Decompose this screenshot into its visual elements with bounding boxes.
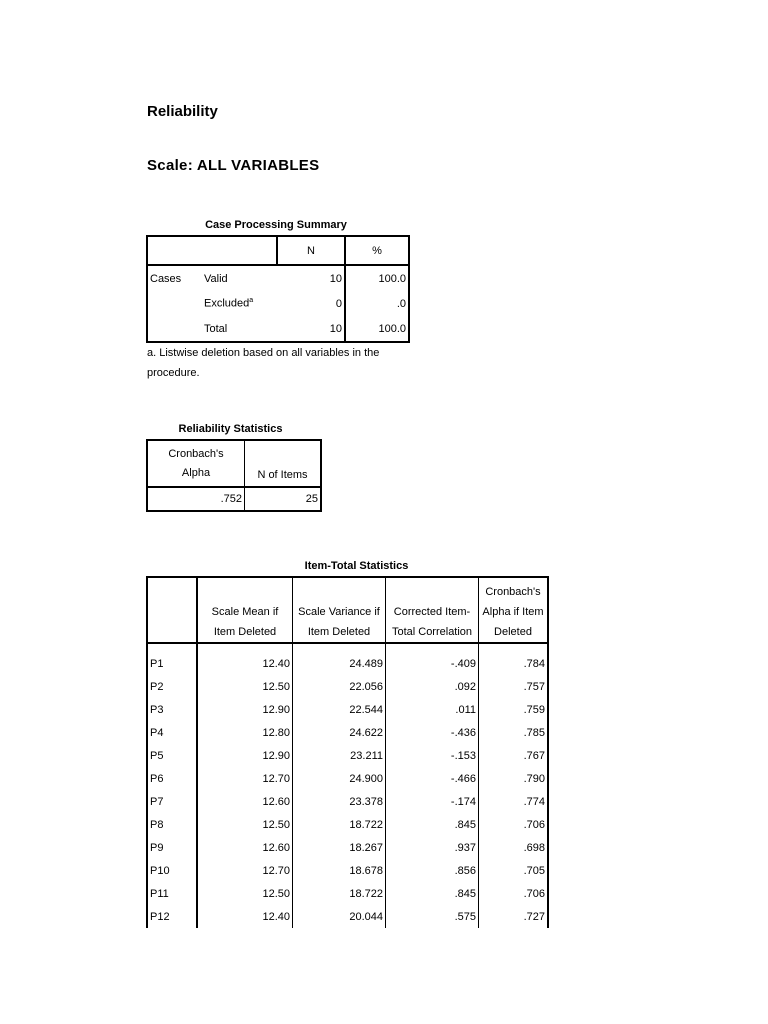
table-row [147, 698, 548, 721]
cell-scale-mean: 12.70 [197, 859, 293, 882]
cell-scale-mean: 12.50 [197, 813, 293, 836]
cell-scale-mean: 12.50 [197, 675, 293, 698]
row-label: Total [204, 322, 228, 335]
cell-percent: 100.0 [345, 265, 409, 291]
cell-scale-variance: 24.622 [293, 721, 386, 744]
cell-item: P5 [147, 744, 197, 767]
header-n-of-items: N of Items [245, 440, 322, 487]
cell-n: 10 [277, 316, 345, 342]
footnote-line: procedure. [147, 367, 200, 379]
cell-item: P3 [147, 698, 197, 721]
row-label-text: Excluded [204, 297, 250, 310]
cell-scale-variance: 22.544 [293, 698, 386, 721]
table-row [147, 675, 548, 698]
header-line: Scale Mean if [211, 606, 279, 618]
cell-n: 10 [277, 265, 345, 291]
scale-title: Scale: ALL VARIABLES [147, 157, 320, 174]
item-total-statistics-table [146, 576, 549, 928]
cell-item: P6 [147, 767, 197, 790]
cell-alpha-if-deleted: .759 [523, 703, 545, 716]
cell-corrected-correlation: .845 [386, 813, 479, 836]
cell-alpha-if-deleted: .784 [523, 657, 545, 670]
table-row [147, 487, 321, 511]
cell-alpha-if-deleted: .767 [523, 749, 545, 762]
cell-scale-mean: 12.90 [197, 744, 293, 767]
cell-item: P4 [147, 721, 197, 744]
cell-item: P8 [147, 813, 197, 836]
cell-alpha-if-deleted: .790 [523, 772, 545, 785]
row-group: Cases [150, 272, 182, 285]
row-group [147, 316, 202, 342]
cell-scale-variance: 18.722 [293, 813, 386, 836]
cell-scale-variance: 23.211 [293, 744, 386, 767]
cell-alpha-if-deleted: .706 [523, 818, 545, 831]
cell-corrected-correlation: -.153 [386, 744, 479, 767]
header-line: Alpha [181, 466, 211, 479]
footnote [147, 343, 379, 383]
table-header-row [147, 577, 548, 643]
header-empty [147, 577, 197, 643]
cell-corrected-correlation: -.174 [386, 790, 479, 813]
table-header-row [147, 236, 409, 265]
cell-scale-mean: 12.60 [197, 836, 293, 859]
row-group [147, 291, 202, 316]
cell-scale-variance: 18.678 [293, 859, 386, 882]
header-alpha-if-deleted [479, 577, 549, 643]
header-cronbach-alpha [147, 440, 245, 487]
cell-scale-mean: 12.90 [197, 698, 293, 721]
header-line: Cronbach's [485, 586, 541, 598]
header-line: Item Deleted [213, 626, 277, 638]
header-line: Item Deleted [307, 626, 371, 638]
cell-scale-mean: 12.80 [197, 721, 293, 744]
case-processing-title: Case Processing Summary [205, 219, 347, 231]
header-scale-variance [293, 577, 386, 643]
table-row [147, 767, 548, 790]
cell-corrected-correlation: .011 [386, 698, 479, 721]
cell-item: P2 [147, 675, 197, 698]
cell-scale-mean: 12.50 [197, 882, 293, 905]
table-row [147, 905, 548, 928]
table-header-row [147, 440, 321, 487]
cell-item: P12 [147, 905, 197, 928]
cell-corrected-correlation: .845 [386, 882, 479, 905]
header-line: Deleted [494, 626, 532, 638]
header-line: Cronbach's [168, 447, 224, 460]
table-row [147, 291, 409, 316]
table-row [147, 744, 548, 767]
cell-alpha-if-deleted: .757 [523, 680, 545, 693]
cell-alpha-if-deleted: .705 [523, 864, 545, 877]
cell-alpha-if-deleted: .785 [523, 726, 545, 739]
header-line: Alpha if Item [482, 606, 544, 618]
cell-alpha: .752 [147, 487, 245, 511]
cell-scale-variance: 20.044 [293, 905, 386, 928]
footnote-marker: a [249, 297, 254, 305]
cell-scale-variance: 22.056 [293, 675, 386, 698]
table-row [147, 882, 548, 905]
cell-scale-variance: 24.900 [293, 767, 386, 790]
cell-item: P10 [147, 859, 197, 882]
case-processing-table [146, 235, 410, 343]
cell-percent: 100.0 [345, 316, 409, 342]
cell-item: P7 [147, 790, 197, 813]
cell-scale-mean: 12.70 [197, 767, 293, 790]
cell-n: 0 [277, 291, 345, 316]
table-row [147, 790, 548, 813]
cell-corrected-correlation: -.409 [386, 643, 479, 675]
cell-item: P11 [147, 882, 197, 905]
cell-alpha-if-deleted: .698 [523, 841, 545, 854]
cell-corrected-correlation: .092 [386, 675, 479, 698]
table-row [147, 643, 548, 675]
row-label [202, 291, 277, 316]
header-scale-mean [197, 577, 293, 643]
table-row [147, 813, 548, 836]
table-row [147, 265, 409, 291]
cell-percent: .0 [345, 291, 409, 316]
header-line: Corrected Item- [393, 606, 471, 618]
table-row [147, 316, 409, 342]
cell-item: P9 [147, 836, 197, 859]
cell-alpha-if-deleted: .706 [523, 887, 545, 900]
footnote-line: a. Listwise deletion based on all variables in the [147, 347, 380, 359]
cell-corrected-correlation: .856 [386, 859, 479, 882]
header-percent: % [345, 236, 409, 265]
cell-scale-variance: 18.267 [293, 836, 386, 859]
reliability-statistics-title: Reliability Statistics [178, 423, 283, 435]
cell-n-items: 25 [305, 493, 318, 505]
reliability-statistics-table [146, 439, 322, 512]
cell-item: P1 [147, 643, 197, 675]
header-empty [147, 236, 202, 265]
table-row [147, 859, 548, 882]
cell-alpha-if-deleted: .727 [523, 910, 545, 923]
header-n: N [277, 236, 345, 265]
cell-scale-mean: 12.60 [197, 790, 293, 813]
header-line: Scale Variance if [298, 606, 380, 618]
header-corrected-correlation [386, 577, 479, 643]
header-line: Total Correlation [391, 626, 473, 638]
cell-scale-variance: 23.378 [293, 790, 386, 813]
cell-scale-variance: 24.489 [293, 643, 386, 675]
table-row [147, 721, 548, 744]
row-label: Valid [204, 272, 228, 285]
header-empty [202, 236, 277, 265]
item-total-statistics-title: Item-Total Statistics [304, 560, 409, 572]
cell-corrected-correlation: .937 [386, 836, 479, 859]
cell-scale-variance: 18.722 [293, 882, 386, 905]
page-title: Reliability [147, 103, 218, 120]
cell-corrected-correlation: -.436 [386, 721, 479, 744]
cell-alpha-if-deleted: .774 [523, 795, 545, 808]
cell-corrected-correlation: .575 [386, 905, 479, 928]
cell-scale-mean: 12.40 [197, 905, 293, 928]
cell-corrected-correlation: -.466 [386, 767, 479, 790]
table-row [147, 836, 548, 859]
cell-scale-mean: 12.40 [197, 643, 293, 675]
